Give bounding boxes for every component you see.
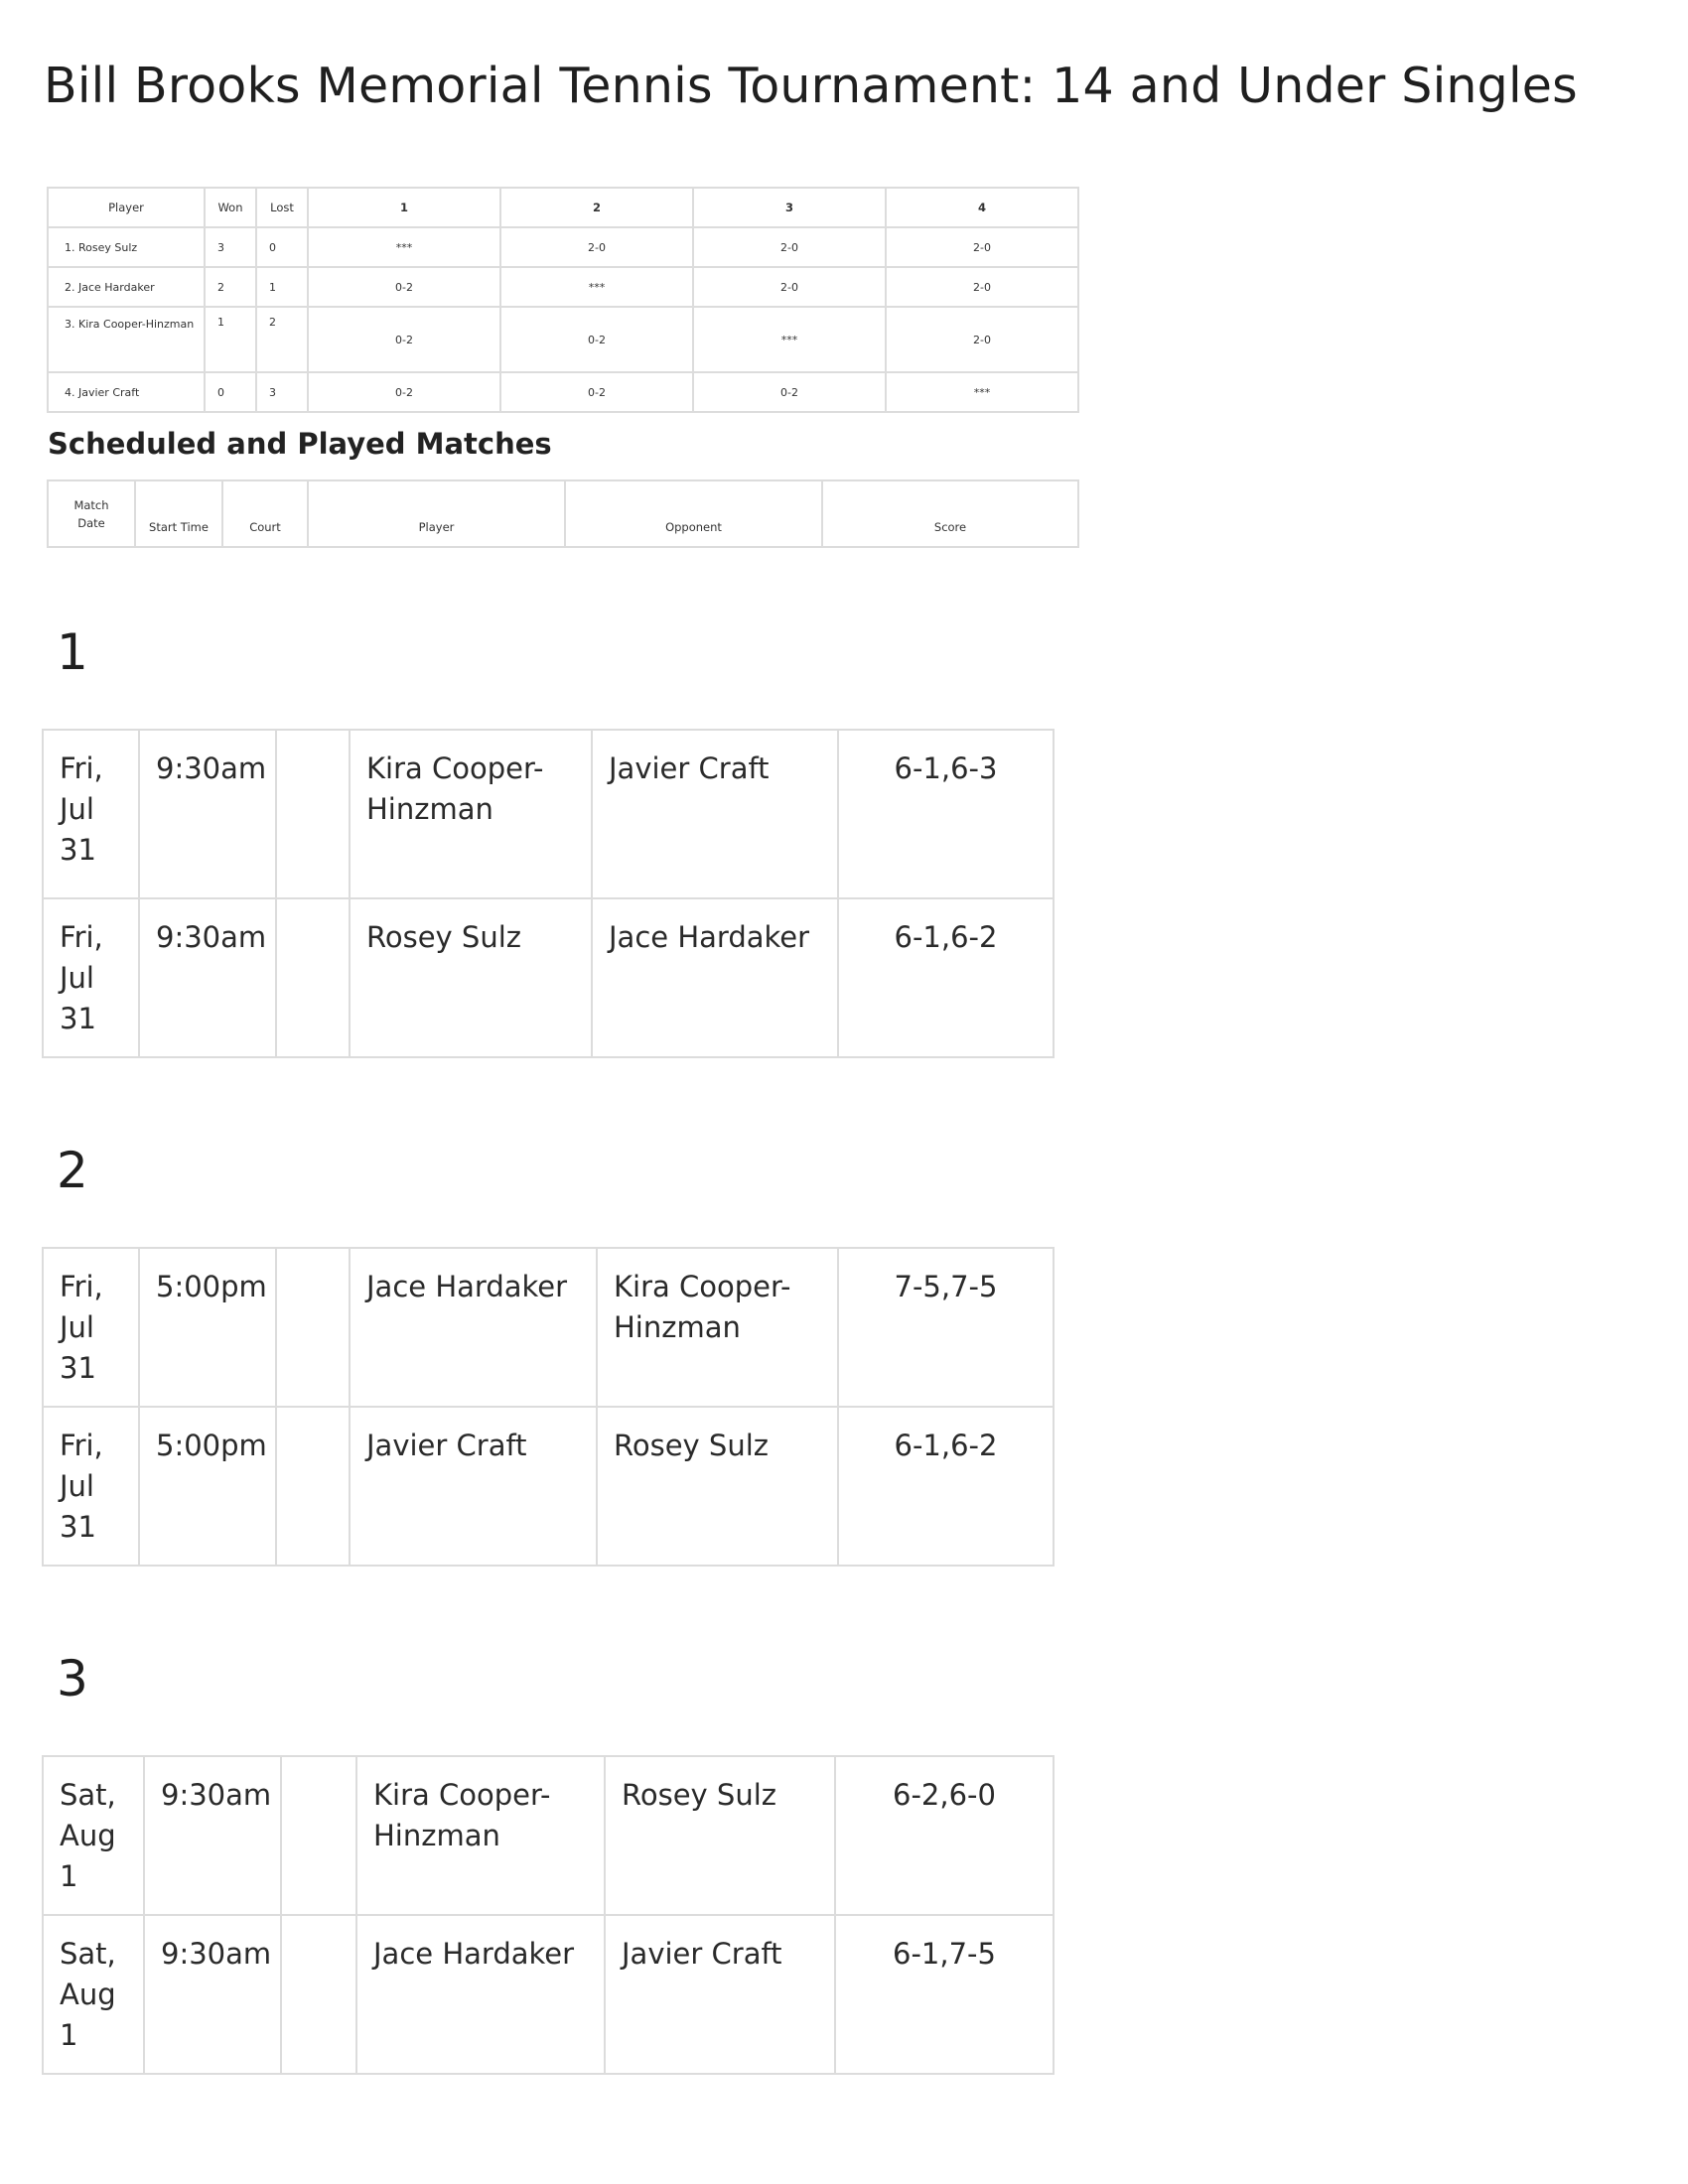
standings-header-row <box>48 188 1078 227</box>
won-count: 1 <box>205 307 256 372</box>
result-cell: 2-0 <box>500 227 693 267</box>
match-opponent: Rosey Sulz <box>597 1407 838 1566</box>
column-header-opponent: Opponent <box>565 480 822 547</box>
match-player: Jace Hardaker <box>356 1915 605 2074</box>
standings-row <box>48 372 1078 412</box>
column-header-3: 3 <box>693 188 886 227</box>
result-cell: 0-2 <box>693 372 886 412</box>
match-row <box>43 1915 1054 2074</box>
column-header-start-time: Start Time <box>135 480 222 547</box>
round-table <box>42 1247 1055 1567</box>
schedule-title: Scheduled and Played Matches <box>48 427 552 461</box>
standings-row <box>48 267 1078 307</box>
column-header-match-date: Match Date <box>48 480 135 547</box>
column-header-4: 4 <box>886 188 1078 227</box>
match-date: Fri, Jul 31 <box>43 898 139 1057</box>
round-label: 3 <box>57 1650 88 1707</box>
lost-count: 3 <box>256 372 308 412</box>
match-time: 5:00pm <box>139 1248 276 1407</box>
player-name: 4. Javier Craft <box>48 372 205 412</box>
match-opponent: Jace Hardaker <box>592 898 838 1057</box>
match-player: Javier Craft <box>350 1407 597 1566</box>
match-court <box>276 1248 350 1407</box>
match-court <box>276 898 350 1057</box>
page-title: Bill Brooks Memorial Tennis Tournament: 14 and Under Singles <box>44 58 1578 114</box>
lost-count: 2 <box>256 307 308 372</box>
result-cell: *** <box>693 307 886 372</box>
match-player: Rosey Sulz <box>350 898 592 1057</box>
match-score: 6-1,6-2 <box>838 1407 1054 1566</box>
column-header-2: 2 <box>500 188 693 227</box>
match-opponent: Javier Craft <box>592 730 838 898</box>
result-cell: *** <box>500 267 693 307</box>
match-court <box>276 730 350 898</box>
match-court <box>276 1407 350 1566</box>
match-row <box>43 1756 1054 1915</box>
match-time: 9:30am <box>139 730 276 898</box>
match-score: 6-1,6-3 <box>838 730 1054 898</box>
won-count: 0 <box>205 372 256 412</box>
match-player: Kira Cooper-Hinzman <box>350 730 592 898</box>
won-count: 2 <box>205 267 256 307</box>
column-header-lost: Lost <box>256 188 308 227</box>
column-header-won: Won <box>205 188 256 227</box>
column-header-court: Court <box>222 480 308 547</box>
round-label: 1 <box>57 623 88 681</box>
match-date: Sat, Aug 1 <box>43 1756 144 1915</box>
match-score: 6-1,6-2 <box>838 898 1054 1057</box>
player-name: 2. Jace Hardaker <box>48 267 205 307</box>
result-cell: 0-2 <box>308 307 500 372</box>
match-row <box>43 1248 1054 1407</box>
match-date: Fri, Jul 31 <box>43 730 139 898</box>
match-court <box>281 1915 356 2074</box>
match-opponent: Rosey Sulz <box>605 1756 835 1915</box>
round-table <box>42 1755 1055 2075</box>
result-cell: 0-2 <box>500 372 693 412</box>
match-time: 9:30am <box>144 1756 281 1915</box>
match-player: Kira Cooper-Hinzman <box>356 1756 605 1915</box>
result-cell: 2-0 <box>693 267 886 307</box>
won-count: 3 <box>205 227 256 267</box>
match-row <box>43 898 1054 1057</box>
match-row <box>43 730 1054 898</box>
lost-count: 1 <box>256 267 308 307</box>
round-table <box>42 729 1055 1058</box>
column-header-player: Player <box>48 188 205 227</box>
result-cell: 2-0 <box>693 227 886 267</box>
column-header-score: Score <box>822 480 1078 547</box>
result-cell: 0-2 <box>500 307 693 372</box>
column-header-player: Player <box>308 480 565 547</box>
result-cell: 2-0 <box>886 267 1078 307</box>
player-name: 1. Rosey Sulz <box>48 227 205 267</box>
result-cell: 0-2 <box>308 372 500 412</box>
standings-row <box>48 227 1078 267</box>
match-score: 6-1,7-5 <box>835 1915 1054 2074</box>
match-date: Fri, Jul 31 <box>43 1407 139 1566</box>
player-name: 3. Kira Cooper-Hinzman <box>48 307 205 372</box>
result-cell: *** <box>308 227 500 267</box>
standings-table <box>47 187 1079 413</box>
match-score: 7-5,7-5 <box>838 1248 1054 1407</box>
round-label: 2 <box>57 1142 88 1199</box>
match-date: Sat, Aug 1 <box>43 1915 144 2074</box>
standings-row <box>48 307 1078 372</box>
match-time: 5:00pm <box>139 1407 276 1566</box>
match-time: 9:30am <box>139 898 276 1057</box>
result-cell: 2-0 <box>886 307 1078 372</box>
match-court <box>281 1756 356 1915</box>
match-date: Fri, Jul 31 <box>43 1248 139 1407</box>
match-opponent: Javier Craft <box>605 1915 835 2074</box>
match-time: 9:30am <box>144 1915 281 2074</box>
matches-header-row <box>48 480 1078 547</box>
result-cell: *** <box>886 372 1078 412</box>
match-opponent: Kira Cooper-Hinzman <box>597 1248 838 1407</box>
match-row <box>43 1407 1054 1566</box>
lost-count: 0 <box>256 227 308 267</box>
match-score: 6-2,6-0 <box>835 1756 1054 1915</box>
match-player: Jace Hardaker <box>350 1248 597 1407</box>
matches-header-table <box>47 479 1079 548</box>
result-cell: 2-0 <box>886 227 1078 267</box>
column-header-1: 1 <box>308 188 500 227</box>
result-cell: 0-2 <box>308 267 500 307</box>
